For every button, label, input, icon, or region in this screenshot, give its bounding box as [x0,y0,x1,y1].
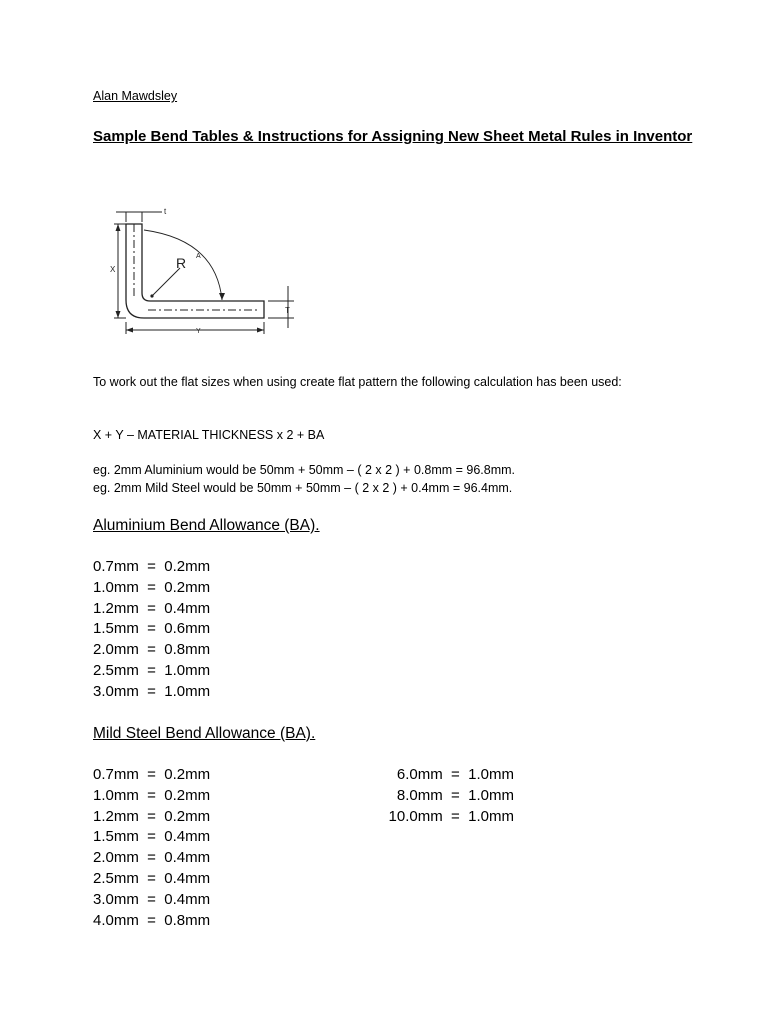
table-row: 0.7mm = 0.2mm [93,766,211,783]
table-row: 1.0mm = 0.2mm [93,786,211,804]
table-row: 2.0mm = 0.8mm [93,641,211,659]
label-t: t [164,207,167,216]
bend-diagram [108,200,298,340]
table-row: 2.5mm = 1.0mm [93,661,211,679]
example-aluminium: eg. 2mm Aluminium would be 50mm + 50mm – ( 2 x 2 ) + 0.8mm = 96.8mm. [93,463,516,477]
label-T: T [285,306,290,315]
intro-text: To work out the flat sizes when using create flat pattern the following calculation has been used: [93,375,622,389]
table-row: 6.0mm = 1.0mm [396,766,514,783]
table-row: 1.5mm = 0.4mm [93,828,211,846]
table-row: 2.5mm = 0.4mm [93,869,211,887]
aluminium-table [93,557,210,703]
table-row: 1.0mm = 0.2mm [93,578,211,596]
mild-steel-heading: Mild Steel Bend Allowance (BA). [93,725,316,742]
table-row: 1.2mm = 0.4mm [93,599,211,617]
label-a: A [196,253,201,260]
table-row: 4.0mm = 0.8mm [93,911,211,929]
table-row: 3.0mm = 1.0mm [93,682,211,700]
label-x: X [110,265,116,274]
mild-steel-table-right [389,765,514,827]
author-name: Alan Mawdsley [93,89,178,103]
document-title: Sample Bend Tables & Instructions for Assigning New Sheet Metal Rules in Inventor [93,128,693,145]
aluminium-heading: Aluminium Bend Allowance (BA). [93,517,320,534]
label-y: Y [196,328,201,335]
table-row: 1.2mm = 0.2mm [93,807,211,825]
mild-steel-table-left [93,765,210,931]
label-r: R [176,255,187,271]
example-mild-steel: eg. 2mm Mild Steel would be 50mm + 50mm – ( 2 x 2 ) + 0.4mm = 96.4mm. [93,481,513,495]
table-row: 3.0mm = 0.4mm [93,890,211,908]
table-row: 1.5mm = 0.6mm [93,620,211,638]
table-row: 8.0mm = 1.0mm [396,786,514,804]
table-row: 10.0mm = 1.0mm [388,807,514,825]
table-row: 2.0mm = 0.4mm [93,849,211,867]
formula-text: X + Y – MATERIAL THICKNESS x 2 + BA [93,428,325,442]
table-row: 0.7mm = 0.2mm [93,558,211,575]
